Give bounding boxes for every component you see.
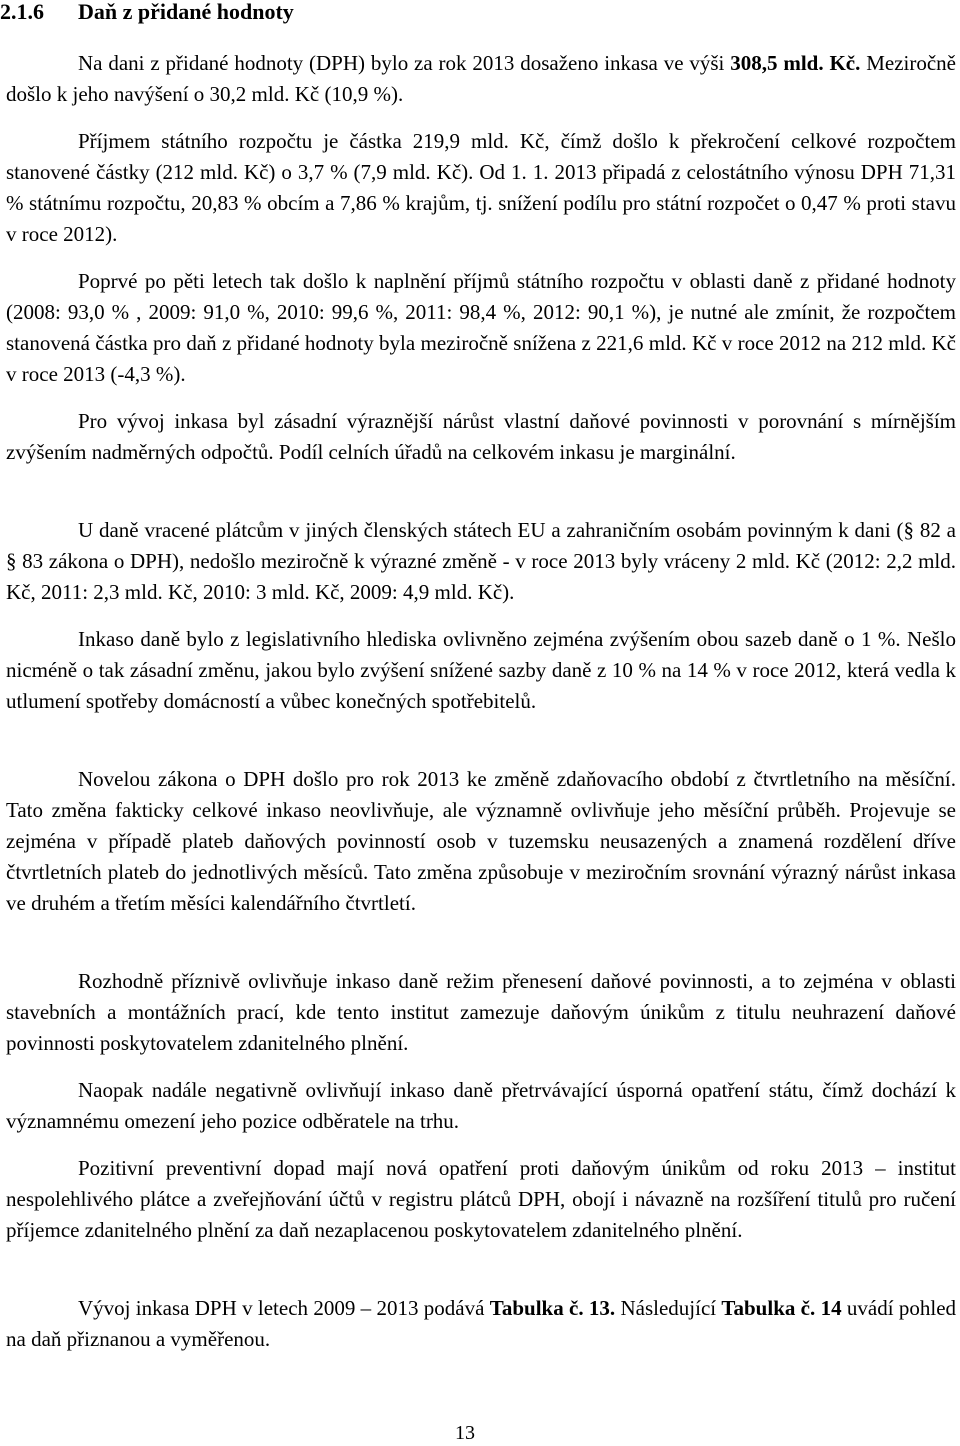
paragraph-first-fulfilment: Poprvé po pěti letech tak došlo k naplnění příjmů státního rozpočtu v oblasti daně z přidané hodnoty (2008: 93,0 % , 2009: 91,0 %, 2010: 99,6 %, 2011: 98,4 %, 2012: 90,1 %), je nutné ale zmínit, že rozpočtem stanovená částka pro daň z přidané hodnoty byla meziročně snížena z 221,6 mld. Kč v roce 2012 na 212 mld. Kč v roce 2013 (-4,3 %).: [6, 269, 956, 386]
paragraph-table-references: Vývoj inkasa DPH v letech 2009 – 2013 podává Tabulka č. 13. Následující Tabulka č. 14 uvádí pohled na daň přiznanou a vyměřenou.: [6, 1296, 957, 1351]
paragraph-state-budget-share: Příjmem státního rozpočtu je částka 219,9 mld. Kč, čímž došlo k překročení celkové rozpočtem stanovené částky (212 mld. Kč) o 3,7 % (7,9 mld. Kč). Od 1. 1. 2013 připadá z celostátního výnosu DPH 71,31 % státnímu rozpočtu, 20,83 % obcím a 7,86 % krajům, tj. snížení podílu pro státní rozpočet o 0,47 % proti stavu v roce 2012).: [6, 129, 956, 246]
paragraph-preventive-measures: Pozitivní preventivní dopad mají nová opatření proti daňovým únikům od roku 2013 – institut nespolehlivého plátce a zveřejňování účtů v registru plátců DPH, obojí i návazně na rozšíření titulů pro ručení příjemce zdanitelného plnění za daň nezaplacenou poskytovatelem zdanitelného plnění.: [6, 1156, 956, 1242]
paragraph-tax-period-change: Novelou zákona o DPH došlo pro rok 2013 ke změně zdaňovacího období z čtvrtletního na měsíční. Tato změna fakticky celkové inkaso neovlivňuje, ale významně ovlivňuje jeho měsíční průběh. Projevuje se zejména v případě plateb daňových povinností osob v tuzemsku neusazených a znamená rozdělení dříve čtvrtletních plateb do jednotlivých měsíců. Tato změna způsobuje v meziročním srovnání výrazný nárůst inkasa ve druhém a třetím měsíci kalendářního čtvrtletí.: [6, 767, 956, 915]
paragraph-austerity: Naopak nadále negativně ovlivňují inkaso daně přetrvávající úsporná opatření státu, čímž dochází k významnému omezení jeho pozice odběratele na trhu.: [6, 1078, 956, 1133]
paragraph-reverse-charge: Rozhodně příznivě ovlivňuje inkaso daně režim přenesení daňové povinnosti, a to zejména v oblasti stavebních a montážních prací, kde tento institut zamezuje daňovým únikům z titulu neuhrazení daňové povinnosti poskytovatelem zdanitelného plnění.: [6, 969, 956, 1055]
section-number: 2.1.6: [0, 0, 44, 24]
section-heading: [0, 0, 294, 27]
section-title: Daň z přidané hodnoty: [78, 0, 294, 24]
page-number: 13: [455, 1422, 475, 1444]
paragraph-tax-liability: Pro vývoj inkasa byl zásadní výraznější nárůst vlastní daňové povinnosti v porovnání s mírnějším zvýšením nadměrných odpočtů. Podíl celních úřadů na celkovém inkasu je marginální.: [6, 409, 956, 464]
paragraph-legislation-rates: Inkaso daně bylo z legislativního hlediska ovlivněno zejména zvýšením obou sazeb daně o 1 %. Nešlo nicméně o tak zásadní změnu, jakou bylo zvýšení snížené sazby daně z 10 % na 14 % v roce 2012, která vedla k utlumení spotřeby domácností a vůbec konečných spotřebitelů.: [6, 627, 956, 713]
paragraph-vat-revenue: Na dani z přidané hodnoty (DPH) bylo za rok 2013 dosaženo inkasa ve výši 308,5 mld. Kč. Meziročně došlo k jeho navýšení o 30,2 mld. Kč (10,9 %).: [6, 51, 956, 106]
paragraph-eu-refunds: U daně vracené plátcům v jiných členských státech EU a zahraničním osobám povinným k dani (§ 82 a § 83 zákona o DPH), nedošlo meziročně k výrazné změně - v roce 2013 byly vráceny 2 mld. Kč (2012: 2,2 mld. Kč, 2011: 2,3 mld. Kč, 2010: 3 mld. Kč, 2009: 4,9 mld. Kč).: [6, 518, 956, 604]
